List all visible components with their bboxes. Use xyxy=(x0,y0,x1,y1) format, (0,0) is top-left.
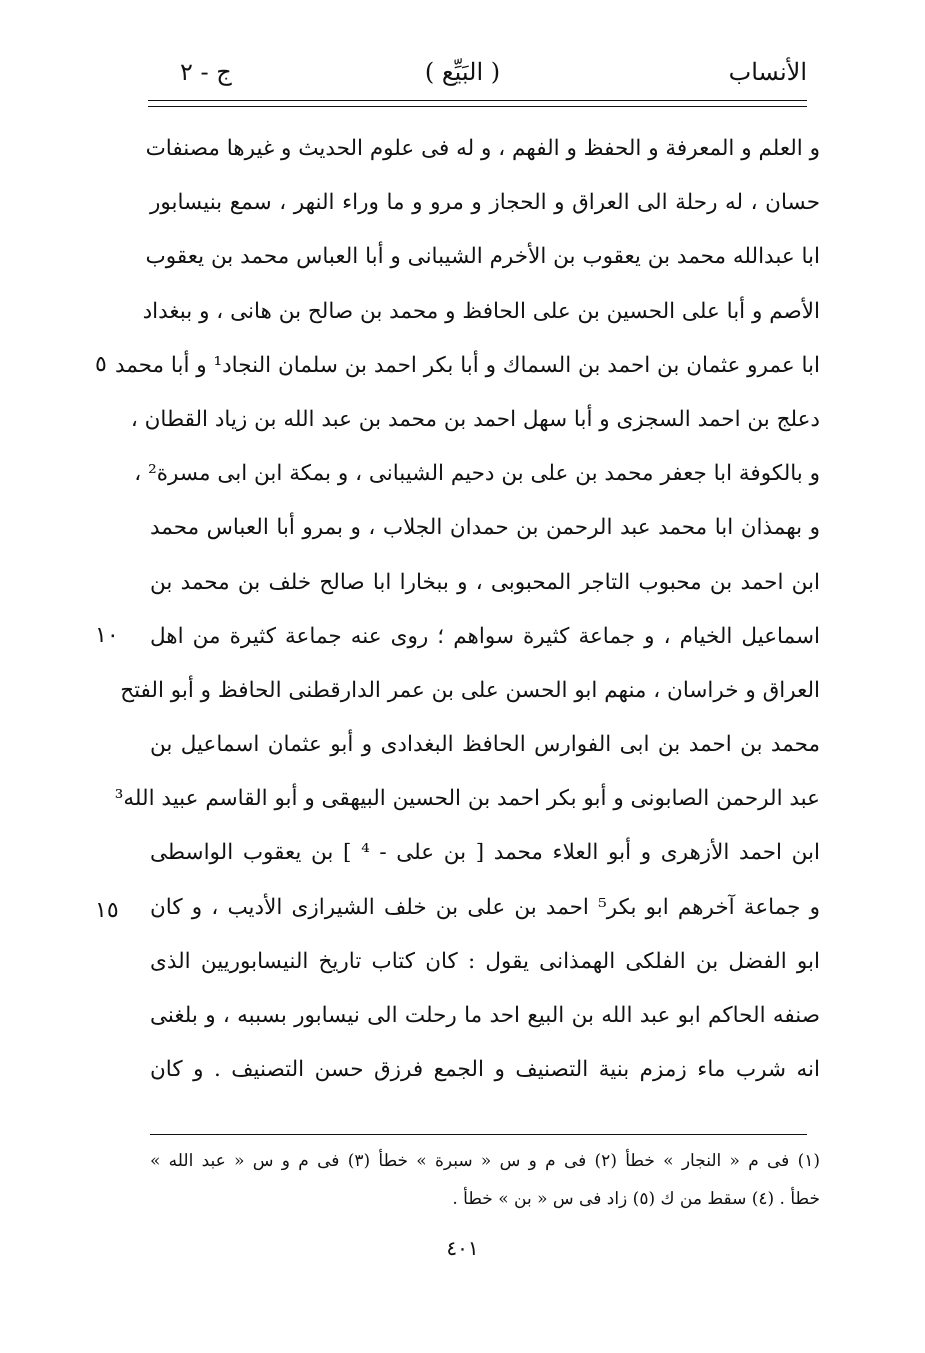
text-line: ابو الفضل بن الفلكى الهمذانى يقول : كان كتاب تاريخ النيسابوريين الذى xyxy=(150,948,820,974)
text-line: العراق و خراسان ، منهم ابو الحسن على بن عمر الدارقطنى الحافظ و أبو الفتح xyxy=(120,677,820,703)
text-line: اسماعيل الخيام ، و جماعة كثيرة سواهم ؛ روى عنه جماعة كثيرة من اهل xyxy=(150,623,820,649)
text-line: محمد بن احمد بن ابى الفوارس الحافظ البغدادى و أبو عثمان اسماعيل بن xyxy=(150,732,820,758)
text-line: عبد الرحمن الصابونى و أبو بكر احمد بن الحسين البيهقى و أبو القاسم عبيد الله³ xyxy=(114,786,820,812)
text-line: صنفه الحاكم ابو عبد الله بن البيع احد ما رحلت الى نيسابور بسببه ، و بلغنى xyxy=(150,1003,820,1028)
main-text xyxy=(114,122,820,1097)
header-rule-bottom xyxy=(148,106,807,107)
line-number-5: ٥ xyxy=(95,352,107,377)
text-line: حسان ، له رحلة الى العراق و الحجاز و مرو و ما وراء النهر ، سمع بنيسابور xyxy=(150,190,820,216)
text-line: انه شرب ماء زمزم بنية التصنيف و الجمع فرزق حسن التصنيف . و كان xyxy=(150,1057,820,1083)
text-line: و بهمذان ابا محمد عبد الرحمن بن حمدان الجلاب ، و بمرو أبا العباس محمد xyxy=(150,515,820,541)
text-line: و العلم و المعرفة و الحفظ و الفهم ، و له فى علوم الحديث و غيرها مصنفات xyxy=(145,136,820,161)
line-number-15: ١٥ xyxy=(95,898,119,923)
text-line: الأصم و أبا على الحسين بن على الحافظ و محمد بن صالح بن هانى ، و ببغداد xyxy=(142,298,820,324)
text-line: دعلج بن احمد السجزى و أبا سهل احمد بن محمد بن عبد الله بن زياد القطان ، xyxy=(130,406,820,432)
line-number-10: ١٠ xyxy=(95,623,119,648)
volume-label: ج - ٢ xyxy=(180,58,232,86)
footnotes xyxy=(150,1142,820,1218)
text-line: و بالكوفة ابا جعفر محمد بن على بن دحيم الشيبانى ، و بمكة ابن ابى مسرة² ، xyxy=(134,461,820,487)
text-line: ابا عبدالله محمد بن يعقوب بن الأخرم الشيبانى و أبا العباس محمد بن يعقوب xyxy=(145,244,820,270)
footnote-line: (١) فى م « النجار » خطأ (٢) فى م و س « سبرة » خطأ (٣) فى م و س « عبد الله » xyxy=(150,1151,820,1171)
page-number: ٤٠١ xyxy=(446,1236,479,1260)
entry-heading: ( البَيِّع ) xyxy=(424,58,501,86)
header-rule-top xyxy=(148,100,807,101)
text-line: ابا عمرو عثمان بن احمد بن السماك و أبا بكر احمد بن سلمان النجاد¹ و أبا محمد xyxy=(114,352,820,378)
text-line: ابن احمد الأزهرى و أبو العلاء محمد [ بن على - ⁴ ] بن يعقوب الواسطى xyxy=(150,840,820,866)
running-title: الأنساب xyxy=(728,58,807,86)
text-line: و جماعة آخرهم ابو بكر⁵ احمد بن على بن خلف الشيرازى الأديب ، و كان xyxy=(150,894,820,920)
footnote-line: خطأ . (٤) سقط من ك (٥) زاد فى س « بن » خطأ . xyxy=(452,1189,820,1209)
footnote-rule xyxy=(150,1134,807,1135)
text-line: ابن احمد بن محبوب التاجر المحبوبى ، و ببخارا ابا صالح خلف بن محمد بن xyxy=(150,569,820,595)
